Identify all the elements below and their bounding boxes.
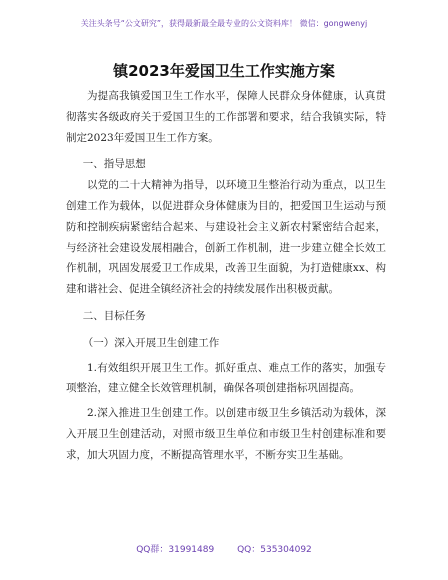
footer-qq-group: QQ群：31991489 [136,545,215,555]
footer-contact [0,542,448,555]
section-heading-guiding-thought: 一、指导思想 [82,158,146,171]
guiding-thought-paragraph: 以党的二十大精神为指导，以环境卫生整治行动为重点，以卫生创建工作为载体，以促进群众身体健康为目的，把爱国卫生运动与预防和控制疾病紧密结合起来、与建设社会主义新农村紧密结合起来，与经济社会建设发展相融合，创新工作机制，进一步建立健全长效工作机制，巩固发展爱卫工作成果，改善卫生面貌，为打造健康xx、构建和谐社会、促进全镇经济社会的持续发展作出积极贡献。 [66,179,386,296]
task-item-2: 2.深入推进卫生创建工作。以创建市级卫生乡镇活动为载体，深入开展卫生创建活动，对照市级卫生单位和市级卫生村创建标准和要求，加大巩固力度，不断提高管理水平，不断夯实卫生基础。 [66,407,386,461]
subsection-heading-creation-work: （一）深入开展卫生创建工作 [82,336,220,349]
section-heading-goals: 二、目标任务 [82,309,146,322]
task-item-1: 1.有效组织开展卫生工作。抓好重点、难点工作的落实，加强专项整治，建立健全长效管理机制，确保各项创建指标巩固提高。 [66,361,386,395]
document-title: 镇2023年爱国卫生工作实施方案 [113,62,335,80]
header-promo-note: 关注头条号“公文研究”，获得最新最全最专业的公文资料库！ 微信：gongwenyj [80,19,368,28]
footer-qq: QQ：535304092 [237,545,312,555]
document-body [66,86,386,466]
intro-paragraph: 为提高我镇爱国卫生工作水平，保障人民群众身体健康，认真贯彻落实各级政府关于爱国卫生的工作部署和要求，结合我镇实际，特制定2023年爱国卫生工作方案。 [66,90,386,144]
